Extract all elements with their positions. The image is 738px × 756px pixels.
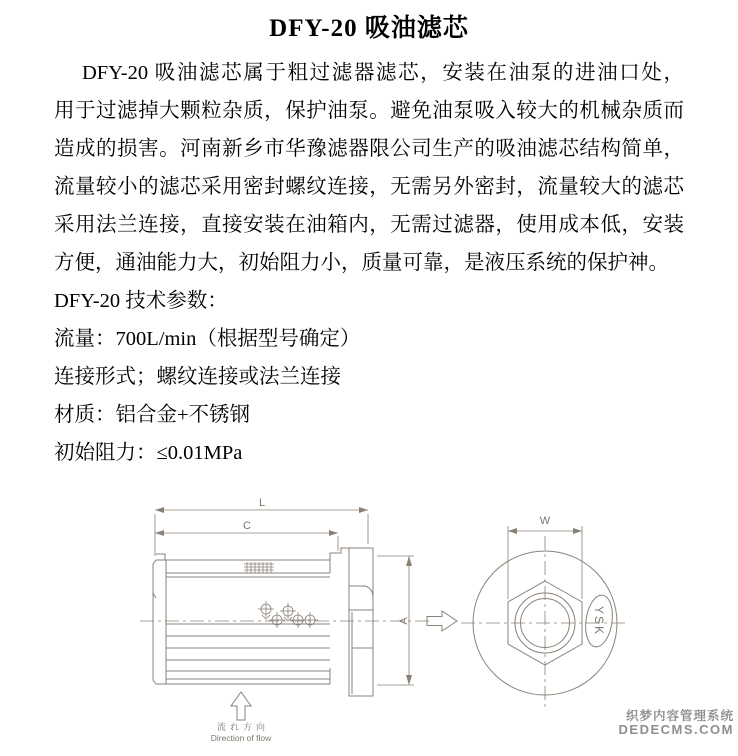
side-view	[140, 497, 432, 743]
hatch-pattern	[244, 562, 274, 573]
spec-heading: DFY-20 技术参数：	[54, 290, 228, 312]
paragraph-line: 造成的损害。河南新乡市华豫滤器限公司生产的吸油滤芯结构简单，	[54, 138, 684, 160]
dim-label-A: A	[398, 617, 410, 625]
view-direction-arrow-icon	[427, 611, 457, 631]
spec-item-initial-resistance: 初始阻力：≤0.01MPa	[54, 442, 243, 464]
spec-list	[54, 282, 694, 472]
dim-label-W: W	[539, 515, 551, 527]
spec-item-flow: 流量：700L/min（根据型号确定）	[54, 328, 361, 350]
flow-arrow-icon	[231, 692, 251, 720]
cms-watermark-text: 织梦内容管理系统	[625, 709, 734, 723]
dim-label-C: C	[243, 520, 251, 532]
dim-label-L: L	[258, 497, 266, 509]
page-title: DFY-20 吸油滤芯	[269, 15, 469, 42]
cms-watermark	[619, 709, 734, 737]
paragraph-line: 流量较小的滤芯采用密封螺纹连接，无需另外密封，流量较大的滤芯	[54, 176, 684, 198]
spec-item-connection: 连接形式；螺纹连接或法兰连接	[54, 366, 341, 388]
cms-watermark-domain: DEDECMS.COM	[618, 722, 734, 737]
brand-mark: YSK	[592, 605, 606, 637]
paragraph-line: 方便，通油能力大，初始阻力小，质量可靠，是液压系统的保护神。	[54, 252, 669, 274]
paragraph-line: DFY-20 吸油滤芯属于粗过滤器滤芯，安装在油泵的进油口处，	[82, 62, 684, 84]
spec-item-material: 材质：铝合金+不锈钢	[54, 404, 251, 426]
flow-direction-jp: 流れ方向	[216, 722, 270, 732]
intro-paragraph	[54, 54, 684, 282]
end-view	[461, 515, 629, 711]
paragraph-line: 采用法兰连接，直接安装在油箱内，无需过滤器，使用成本低，安装	[54, 214, 684, 236]
paragraph-line: 用于过滤掉大颗粒杂质，保护油泵。避免油泵吸入较大的机械杂质而	[54, 100, 684, 122]
flow-direction-en: Direction of flow	[210, 733, 272, 743]
